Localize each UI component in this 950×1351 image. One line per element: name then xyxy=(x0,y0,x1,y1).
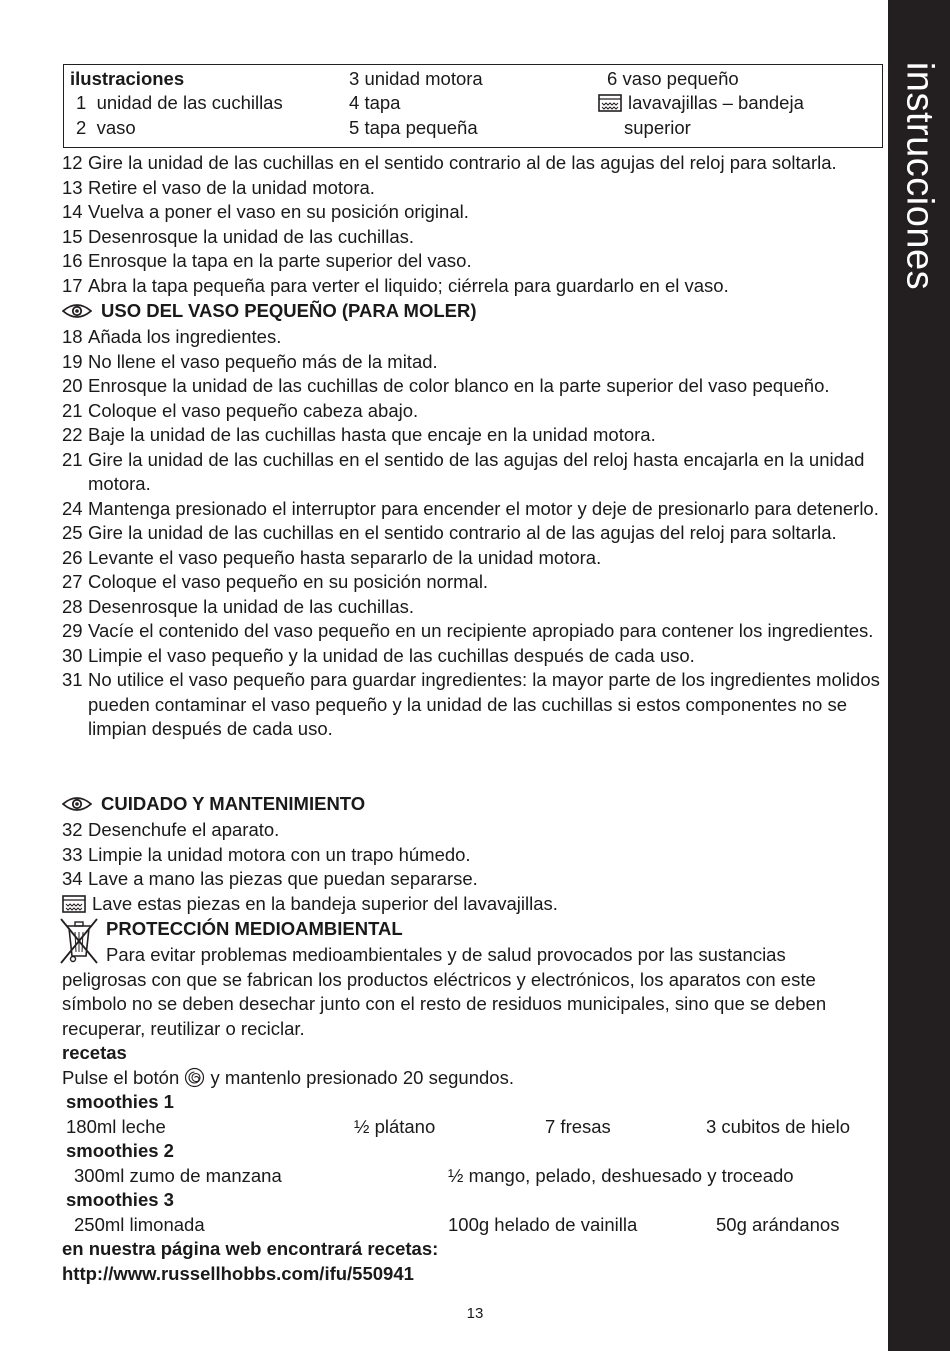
illustration-item: 2 vaso xyxy=(76,117,136,138)
steps-list-c xyxy=(62,818,884,892)
section-title: CUIDADO Y MANTENIMIENTO xyxy=(101,793,366,814)
list-item: 24 Mantenga presionado el interruptor para encender el motor y deje de presionarlo para detenerlo. xyxy=(62,497,879,519)
illustration-item: 4 tapa xyxy=(349,92,401,113)
section-title: USO DEL VASO PEQUEÑO (PARA MOLER) xyxy=(101,300,477,321)
illustration-item: 6 vaso pequeño xyxy=(607,68,739,89)
recipe-ingredient: 3 cubitos de hielo xyxy=(706,1116,850,1137)
section-heading-care xyxy=(62,791,365,817)
recipe-name: smoothies 1 xyxy=(66,1091,174,1112)
list-item: 32 Desenchufe el aparato. xyxy=(62,819,280,840)
illustration-item: 1 unidad de las cuchillas xyxy=(76,92,283,113)
list-item: 22 Baje la unidad de las cuchillas hasta que encaje en la unidad motora. xyxy=(62,424,656,445)
list-item: 28 Desenrosque la unidad de las cuchillas. xyxy=(62,595,415,617)
illustration-item: 5 tapa pequeña xyxy=(349,117,478,138)
recipe-ingredient: ½ plátano xyxy=(354,1116,436,1137)
dishwasher-legend xyxy=(598,91,804,115)
steps-list-a xyxy=(62,151,884,298)
list-item: 13 Retire el vaso de la unidad motora. xyxy=(62,176,375,198)
recipe-ingredient: 300ml zumo de manzana xyxy=(74,1165,282,1186)
dishwasher-legend-label-2: superior xyxy=(624,117,691,138)
list-item: 17 Abra la tapa pequeña para verter el liquido; ciérrela para guardarlo en el vaso. xyxy=(62,274,729,296)
eye-icon xyxy=(62,796,92,812)
dishwasher-legend-label: lavavajillas – bandeja xyxy=(628,92,804,113)
dishwasher-icon xyxy=(598,94,622,112)
environment-title: PROTECCIÓN MEDIOAMBIENTAL xyxy=(106,918,403,939)
list-item: 26 Levante el vaso pequeño hasta separarlo de la unidad motora. xyxy=(62,546,602,568)
list-item: 12 Gire la unidad de las cuchillas en el sentido contrario al de las agujas del reloj para soltarla. xyxy=(62,152,837,173)
recipe-ingredient: 50g arándanos xyxy=(716,1214,840,1235)
illustrations-box xyxy=(63,64,883,148)
environment-text: Para evitar problemas medioambientales y de salud provocados por las sustancias peligrosas con que se fabrican los productos eléctricos y electrónicos, los aparatos con este símbolo no se deben desechar junto con el resto de residuos municipales, sino que se deben recuperar, reutilizar o reciclar. xyxy=(62,944,827,1039)
dishwasher-note: Lave estas piezas en la bandeja superior del lavavajillas. xyxy=(62,892,558,917)
recipe-name: smoothies 3 xyxy=(66,1189,174,1210)
recipe-ingredient: 180ml leche xyxy=(66,1116,166,1137)
steps-list-b xyxy=(62,325,884,742)
recipe-name: smoothies 2 xyxy=(66,1140,174,1161)
recipes-instruction: Pulse el botón y mantenlo presionado 20 segundos. xyxy=(62,1067,514,1088)
list-item: 27 Coloque el vaso pequeño en su posición normal. xyxy=(62,571,489,592)
illustrations-title: ilustraciones xyxy=(70,68,185,89)
list-item: 29 Vacíe el contenido del vaso pequeño en un recipiente apropiado para contener los ingredientes. xyxy=(62,620,874,641)
section-heading-small-jar xyxy=(62,298,477,324)
recipe-ingredient: 7 fresas xyxy=(545,1116,611,1137)
list-item: 31 No utilice el vaso pequeño para guardar ingredientes: la mayor parte de los ingredientes molidos pueden contaminar el vaso pequeño y la unidad de las cuchillas si estos componentes no se limpian después de cada uso. xyxy=(62,669,880,739)
list-item: 21 Gire la unidad de las cuchillas en el sentido de las agujas del reloj hasta encajarla en la unidad motora. xyxy=(62,448,865,494)
recipe-ingredient: ½ mango, pelado, deshuesado y troceado xyxy=(448,1165,794,1186)
list-item: 15 Desenrosque la unidad de las cuchillas. xyxy=(62,225,415,247)
page-number: 13 xyxy=(466,1305,484,1322)
list-item: 33 Limpie la unidad motora con un trapo húmedo. xyxy=(62,843,471,865)
list-item: 34 Lave a mano las piezas que puedan separarse. xyxy=(62,868,478,889)
list-item: 20 Enrosque la unidad de las cuchillas de color blanco en la parte superior del vaso pequeño. xyxy=(62,375,830,396)
list-item: 18 Añada los ingredientes. xyxy=(62,326,282,347)
list-item: 21 Coloque el vaso pequeño cabeza abajo. xyxy=(62,399,419,421)
eye-icon xyxy=(62,303,92,319)
dishwasher-icon xyxy=(62,895,86,913)
side-tab-label: instrucciones xyxy=(898,61,941,291)
list-item: 25 Gire la unidad de las cuchillas en el sentido contrario al de las agujas del reloj para soltarla. xyxy=(62,522,837,543)
list-item: 30 Limpie el vaso pequeño y la unidad de las cuchillas después de cada uso. xyxy=(62,644,695,666)
list-item: 14 Vuelva a poner el vaso en su posición original. xyxy=(62,201,469,222)
recipe-ingredient: 100g helado de vainilla xyxy=(448,1214,638,1235)
recipe-ingredient: 250ml limonada xyxy=(74,1214,205,1235)
pulse-button-icon xyxy=(184,1067,205,1088)
recipes-web-url[interactable]: http://www.russellhobbs.com/ifu/550941 xyxy=(62,1263,414,1284)
list-item: 19 No llene el vaso pequeño más de la mitad. xyxy=(62,350,438,372)
recipes-title: recetas xyxy=(62,1042,127,1063)
list-item: 16 Enrosque la tapa en la parte superior del vaso. xyxy=(62,250,472,271)
illustration-item: 3 unidad motora xyxy=(349,68,483,89)
recipes-web-text: en nuestra página web encontrará recetas: xyxy=(62,1238,439,1259)
